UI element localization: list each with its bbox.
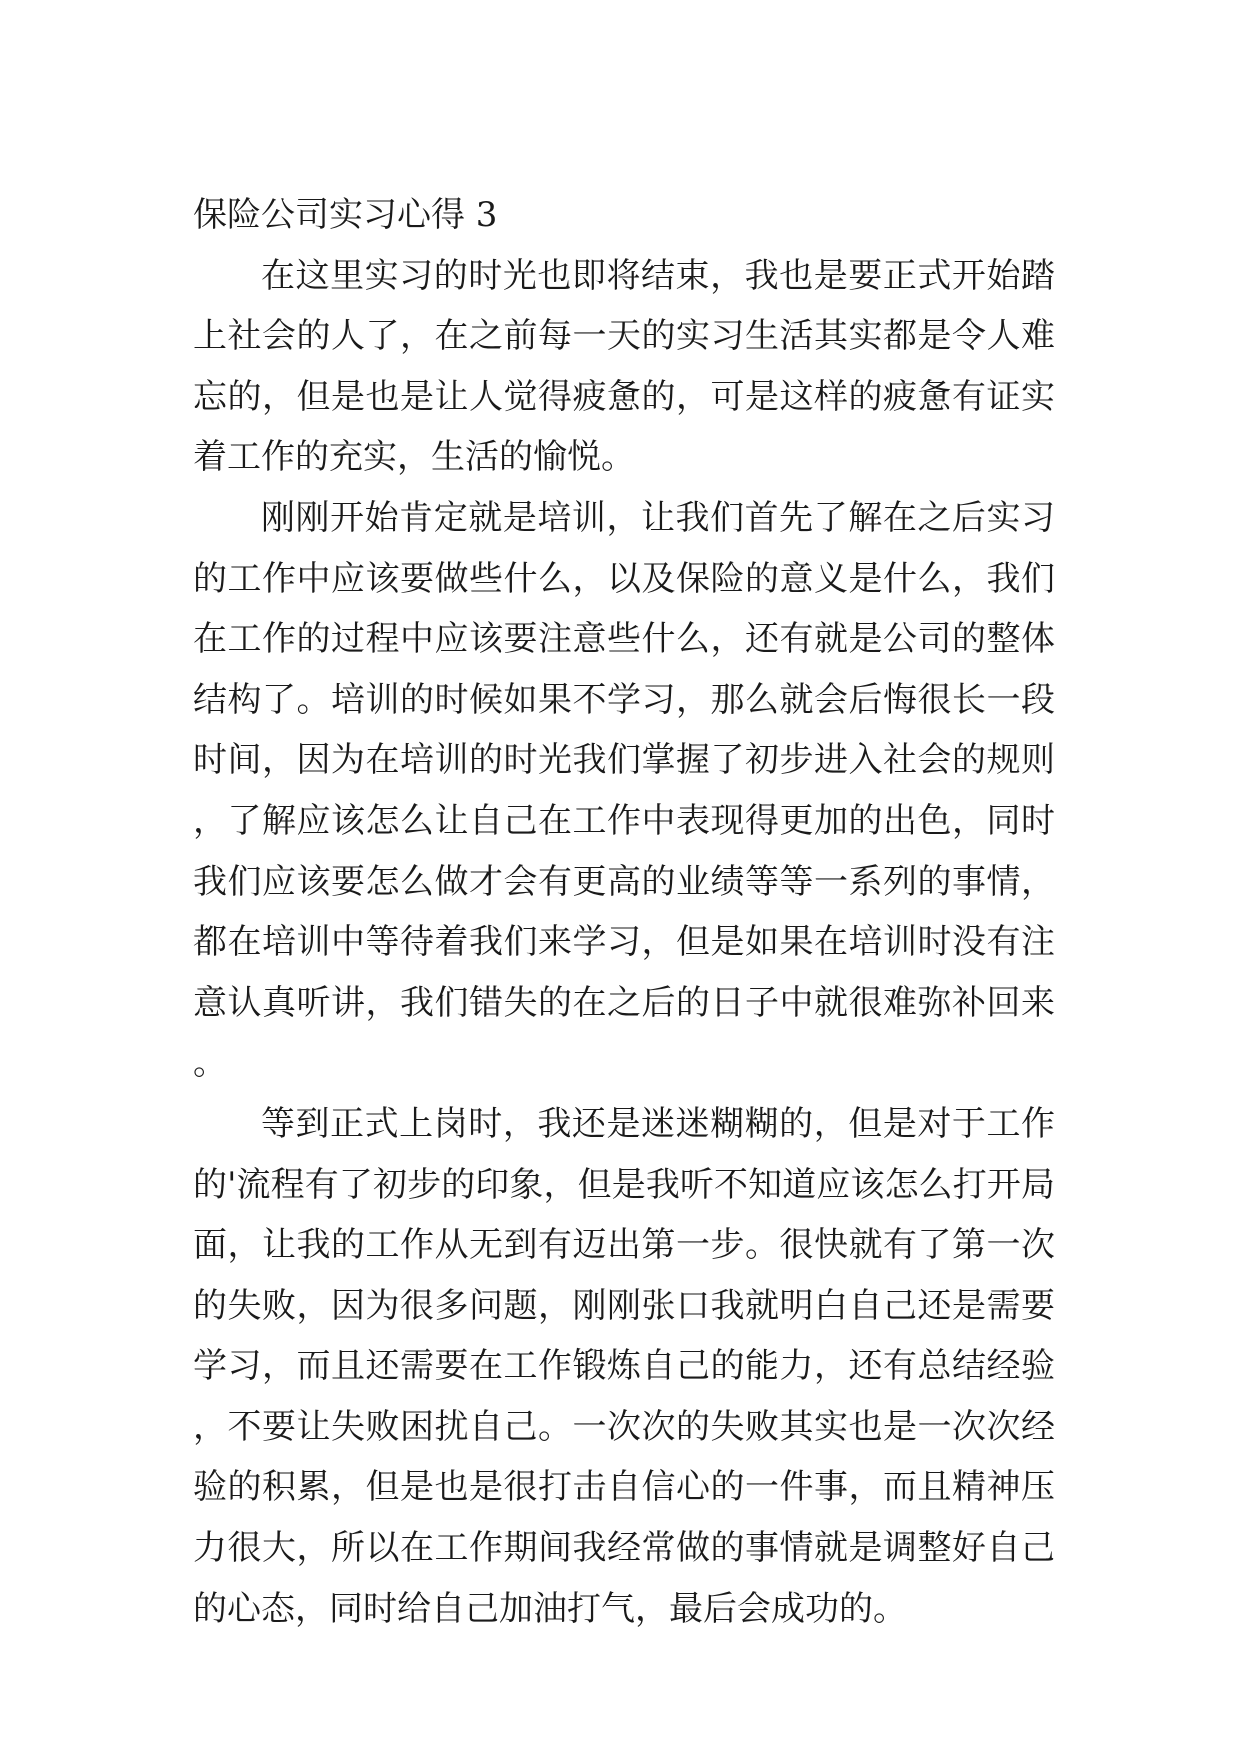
- paragraph-1: 在这里实习的时光也即将结束，我也是要正式开始踏上社会的人了，在之前每一天的实习生活其实都是令人难忘的，但是也是让人觉得疲惫的，可是这样的疲惫有证实着工作的充实，生活的愉悦。: [193, 255, 1055, 478]
- paragraph-2: 刚刚开始肯定就是培训，让我们首先了解在之后实习的工作中应该要做些什么，以及保险的意义是什么，我们在工作的过程中应该要注意些什么，还有就是公司的整体结构了。培训的时候如果不学习，那么就会后悔很长一段时间，因为在培训的时光我们掌握了初步进入社会的规则，了解应该怎么让自己在工作中表现得更加的出色，同时我们应该要怎么做才会有更高的业绩等等一系列的事情，都在培训中等待着我们来学习，但是如果在培训时没有注意认真听讲，我们错失的在之后的日子中就很难弥补回来。: [193, 497, 1055, 1084]
- paragraph-3: 等到正式上岗时，我还是迷迷糊糊的，但是对于工作的'流程有了初步的印象，但是我听不知道应该怎么打开局面，让我的工作从无到有迈出第一步。很快就有了第一次的失败，因为很多问题，刚刚张口我就明白自己还是需要学习，而且还需要在工作锻炼自己的能力，还有总结经验，不要让失败困扰自己。一次次的失败其实也是一次次经验的积累，但是也是很打击自信心的一件事，而且精神压力很大，所以在工作期间我经常做的事情就是调整好自己的心态，同时给自己加油打气，最后会成功的。: [193, 1103, 1055, 1629]
- document-body: [193, 185, 1055, 1639]
- document-title: 保险公司实习心得 3: [193, 195, 498, 235]
